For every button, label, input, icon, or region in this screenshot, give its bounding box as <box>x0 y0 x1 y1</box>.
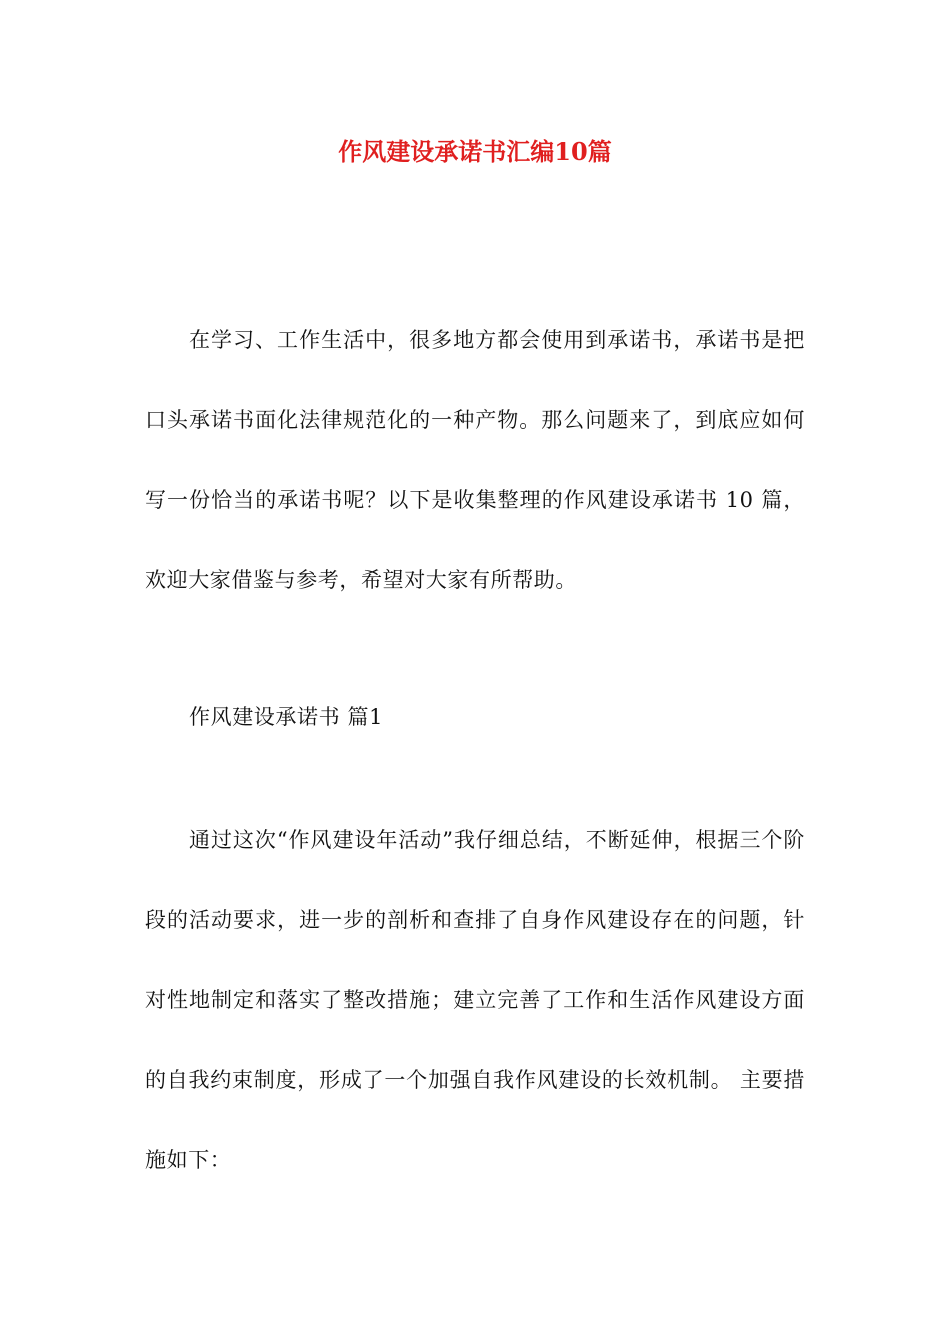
section-body-paragraph: 通过这次“作风建设年活动”我仔细总结，不断延伸，根据三个阶段的活动要求，进一步的剖析和查排了自身作风建设存在的问题，针对性地制定和落实了整改措施；建立完善了工作和生活作风建设方面的自我约束制度，形成了一个加强自我作风建设的长效机制。 主要措施如下： <box>145 828 805 1172</box>
section-heading: 作风建设承诺书 篇1 <box>189 705 384 729</box>
document-title: 作风建设承诺书汇编10篇 <box>338 137 612 166</box>
intro-paragraph: 在学习、工作生活中，很多地方都会使用到承诺书，承诺书是把口头承诺书面化法律规范化的一种产物。那么问题来了，到底应如何写一份恰当的承诺书呢？以下是收集整理的作风建设承诺书 10 篇，欢迎大家借鉴与参考，希望对大家有所帮助。 <box>145 328 805 592</box>
